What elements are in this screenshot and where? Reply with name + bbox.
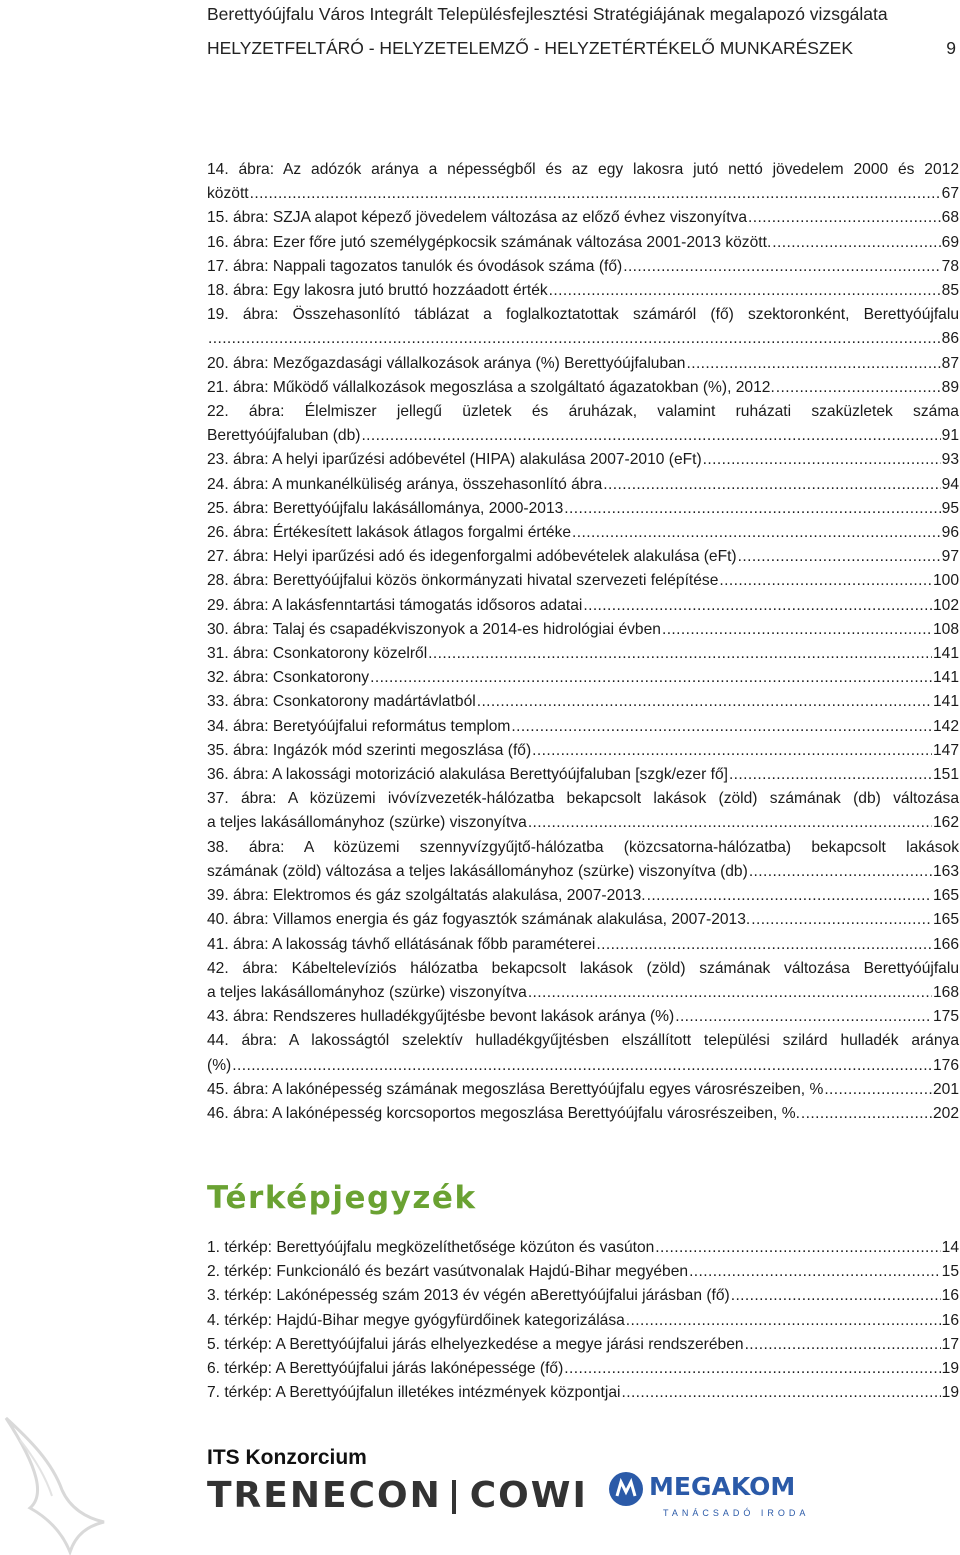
dot-leader xyxy=(623,255,940,279)
toc-entry-title: 31. ábra: Csonkatorony közelről xyxy=(207,645,428,663)
toc-entry-page: 69 xyxy=(941,233,959,251)
toc-entry[interactable] xyxy=(207,957,959,1005)
toc-entry-page: 17 xyxy=(941,1335,959,1353)
toc-entry-title: 27. ábra: Helyi iparűzési adó és idegenforgalmi adóbevételek alakulása (eFt) xyxy=(207,548,737,566)
toc-entry-title: 35. ábra: Ingázók mód szerinti megoszlása (fő) xyxy=(207,741,532,759)
dot-leader xyxy=(731,1284,941,1308)
toc-entry-title: 43. ábra: Rendszeres hulladékgyűjtésbe bevont lakások aránya (%) xyxy=(207,1008,675,1026)
toc-entry[interactable] xyxy=(207,473,959,497)
toc-entry[interactable] xyxy=(207,1381,959,1405)
dot-leader xyxy=(738,545,941,569)
toc-entry[interactable] xyxy=(207,521,959,545)
toc-entry-title: 30. ábra: Talaj és csapadékviszonyok a 2014-es hidrológiai évben xyxy=(207,620,661,638)
toc-entry-title: 24. ábra: A munkanélküliség aránya, összehasonlító ábra xyxy=(207,475,603,493)
toc-entry[interactable] xyxy=(207,352,959,376)
dot-leader xyxy=(662,618,932,642)
toc-entry-first-line: 37. ábra: A közüzemi ivóvízvezeték-hálózatba bekapcsolt lakások (zöld) számának (db) változása xyxy=(207,790,959,808)
toc-entry-page: 16 xyxy=(941,1287,959,1305)
dot-leader xyxy=(745,1333,941,1357)
toc-entry-title: 21. ábra: Működő vállalkozások megoszlása a szolgáltató ágazatokban (%), 2012. xyxy=(207,378,775,396)
toc-entry-page: 141 xyxy=(932,693,959,711)
running-header-section xyxy=(207,38,960,59)
dot-leader xyxy=(564,1357,940,1381)
toc-entry[interactable] xyxy=(207,618,959,642)
toc-entry-page: 91 xyxy=(941,427,959,445)
toc-entry-page: 202 xyxy=(932,1104,959,1122)
toc-entry-title: számának (zöld) változása a teljes lakásállományhoz (szürke) viszonyítva (db) xyxy=(207,862,748,880)
toc-entry[interactable] xyxy=(207,715,959,739)
dot-leader xyxy=(626,1309,941,1333)
toc-entry-title: (%) xyxy=(207,1056,232,1074)
toc-entry-title: 15. ábra: SZJA alapot képező jövedelem változása az előző évhez viszonyítva xyxy=(207,209,748,227)
toc-entry[interactable] xyxy=(207,1005,959,1029)
toc-entry-page: 15 xyxy=(941,1263,959,1281)
toc-entry[interactable] xyxy=(207,666,959,690)
toc-entry[interactable] xyxy=(207,642,959,666)
figure-list xyxy=(207,158,959,1126)
toc-entry[interactable] xyxy=(207,376,959,400)
toc-entry-title: 29. ábra: A lakásfenntartási támogatás idősoros adatai xyxy=(207,596,583,614)
dot-leader xyxy=(689,1260,941,1284)
toc-entry[interactable] xyxy=(207,255,959,279)
toc-entry[interactable] xyxy=(207,206,959,230)
toc-entry[interactable] xyxy=(207,158,959,206)
megakom-subtitle: TANÁCSADÓ IRODA xyxy=(663,1508,810,1518)
dot-leader xyxy=(647,884,932,908)
megakom-logo xyxy=(607,1468,847,1524)
toc-entry-page: 175 xyxy=(932,1008,959,1026)
toc-entry-title: 41. ábra: A lakosság távhő ellátásának főbb paraméterei xyxy=(207,935,596,953)
dot-leader xyxy=(564,497,940,521)
dot-leader xyxy=(428,642,932,666)
toc-entry-page: 100 xyxy=(932,572,959,590)
toc-entry-title: 28. ábra: Berettyóújfalui közös önkormányzati hivatal szervezeti felépítése xyxy=(207,572,719,590)
toc-entry[interactable] xyxy=(207,787,959,835)
toc-entry-first-line: 19. ábra: Összehasonlító táblázat a foglalkoztatottak számáról (fő) szektoronként, Berettyóújfalu xyxy=(207,306,959,324)
dot-leader xyxy=(655,1236,940,1260)
dot-leader xyxy=(583,594,932,618)
dot-leader xyxy=(703,448,941,472)
toc-entry-page: 89 xyxy=(941,378,959,396)
toc-entry-page: 142 xyxy=(932,717,959,735)
toc-entry-first-line: 22. ábra: Élelmiszer jellegű üzletek és áruházak, valamint ruházati szaküzletek száma xyxy=(207,403,959,421)
dot-leader xyxy=(801,1102,932,1126)
toc-entry[interactable] xyxy=(207,1078,959,1102)
toc-entry[interactable] xyxy=(207,303,959,351)
toc-entry-title: a teljes lakásállományhoz (szürke) viszonyítva xyxy=(207,814,527,832)
toc-entry-page: 151 xyxy=(932,766,959,784)
dot-leader xyxy=(370,666,932,690)
toc-entry[interactable] xyxy=(207,836,959,884)
toc-entry[interactable] xyxy=(207,884,959,908)
toc-entry-title: 4. térkép: Hajdú-Bihar megye gyógyfürdőinek kategorizálása xyxy=(207,1311,625,1329)
dot-leader xyxy=(250,182,941,206)
toc-entry-page: 93 xyxy=(941,451,959,469)
toc-entry-page: 95 xyxy=(941,499,959,517)
dot-leader xyxy=(596,933,932,957)
toc-entry-page: 19 xyxy=(941,1384,959,1402)
toc-entry-title: 20. ábra: Mezőgazdasági vállalkozások aránya (%) Berettyóújfaluban xyxy=(207,354,686,372)
toc-entry-title: 34. ábra: Beretyóújfalui református templom xyxy=(207,717,511,735)
toc-entry-title: 46. ábra: A lakónépesség korcsoportos megoszlása Berettyóújfalu városrészeiben, %. xyxy=(207,1104,800,1122)
dot-leader xyxy=(686,352,940,376)
toc-entry[interactable] xyxy=(207,1029,959,1077)
toc-entry-page: 97 xyxy=(941,548,959,566)
toc-entry-title: 5. térkép: A Berettyóújfalui járás elhelyezkedése a megye járási rendszerében xyxy=(207,1335,744,1353)
dot-leader xyxy=(675,1005,932,1029)
toc-entry-page: 87 xyxy=(941,354,959,372)
map-list-heading: Térképjegyzék xyxy=(207,1180,477,1216)
toc-entry-page: 166 xyxy=(932,935,959,953)
toc-entry-title: Berettyóújfaluban (db) xyxy=(207,427,361,445)
toc-entry[interactable] xyxy=(207,497,959,521)
toc-entry-first-line: 38. ábra: A közüzemi szennyvízgyűjtő-hálózatba (közcsatorna-hálózatba) bekapcsolt lakások xyxy=(207,838,959,856)
toc-entry[interactable] xyxy=(207,545,959,569)
toc-entry-page: 163 xyxy=(932,862,959,880)
toc-entry-page: 141 xyxy=(932,645,959,663)
dot-leader xyxy=(549,279,941,303)
toc-entry-page: 108 xyxy=(932,620,959,638)
toc-entry-page: 68 xyxy=(941,209,959,227)
toc-entry[interactable] xyxy=(207,569,959,593)
toc-entry[interactable] xyxy=(207,1333,959,1357)
toc-entry[interactable] xyxy=(207,1102,959,1126)
dot-leader xyxy=(511,715,932,739)
bird-watermark-icon xyxy=(0,1400,110,1555)
toc-entry-title: 2. térkép: Funkcionáló és bezárt vasútvonalak Hajdú-Bihar megyében xyxy=(207,1263,689,1281)
toc-entry-title: 6. térkép: A Berettyóújfalui járás lakónépessége (fő) xyxy=(207,1360,564,1378)
toc-entry-page: 85 xyxy=(941,282,959,300)
toc-entry-page: 147 xyxy=(932,741,959,759)
toc-entry-title: 39. ábra: Elektromos és gáz szolgáltatás alakulása, 2007-2013. xyxy=(207,887,646,905)
toc-entry-page: 96 xyxy=(941,524,959,542)
cowi-logo: COWI xyxy=(469,1475,588,1516)
toc-entry[interactable] xyxy=(207,231,959,255)
map-list xyxy=(207,1236,959,1405)
toc-entry-page: 201 xyxy=(932,1080,959,1098)
toc-entry-title: 36. ábra: A lakossági motorizáció alakulása Berettyóújfaluban [szgk/ezer fő] xyxy=(207,766,728,784)
toc-entry-page: 19 xyxy=(941,1360,959,1378)
toc-entry-page: 102 xyxy=(932,596,959,614)
toc-entry-title: 17. ábra: Nappali tagozatos tanulók és óvodások száma (fő) xyxy=(207,257,623,275)
toc-entry-title: 1. térkép: Berettyóújfalu megközelíthetősége közúton és vasúton xyxy=(207,1239,655,1256)
toc-entry-title: között xyxy=(207,185,249,203)
megakom-name: MEGAKOM xyxy=(649,1472,796,1501)
toc-entry[interactable] xyxy=(207,933,959,957)
dot-leader xyxy=(528,981,932,1005)
toc-entry[interactable] xyxy=(207,739,959,763)
running-header-title: Berettyóújfalu Város Integrált Településfejlesztési Stratégiájának megalapozó vizsgálata xyxy=(207,4,888,24)
page-number: 9 xyxy=(946,38,956,58)
dot-leader xyxy=(572,521,941,545)
dot-leader xyxy=(751,908,932,932)
dot-leader xyxy=(729,763,932,787)
dot-leader xyxy=(528,811,932,835)
toc-entry[interactable] xyxy=(207,448,959,472)
toc-entry-title: 32. ábra: Csonkatorony xyxy=(207,669,370,687)
toc-entry[interactable] xyxy=(207,1260,959,1284)
dot-leader xyxy=(603,473,940,497)
toc-entry-page: 176 xyxy=(932,1056,959,1074)
toc-entry[interactable] xyxy=(207,1284,959,1308)
dot-leader xyxy=(776,376,941,400)
toc-entry-title: 33. ábra: Csonkatorony madártávlatból xyxy=(207,693,476,711)
toc-entry-page: 86 xyxy=(941,330,959,348)
toc-entry-page: 16 xyxy=(941,1311,959,1329)
toc-entry-page: 165 xyxy=(932,887,959,905)
dot-leader xyxy=(208,327,941,351)
dot-leader xyxy=(361,424,940,448)
toc-entry-first-line: 42. ábra: Kábeltelevíziós hálózatba bekapcsolt lakások (zöld) számának változása Berettyóújfalu xyxy=(207,959,959,977)
dot-leader xyxy=(532,739,932,763)
toc-entry[interactable] xyxy=(207,1357,959,1381)
dot-leader xyxy=(749,860,932,884)
toc-entry-page: 165 xyxy=(932,911,959,929)
toc-entry-page: 94 xyxy=(941,475,959,493)
toc-entry-page: 14 xyxy=(941,1239,959,1256)
dot-leader xyxy=(748,206,941,230)
toc-entry[interactable] xyxy=(207,908,959,932)
toc-entry-title: a teljes lakásállományhoz (szürke) viszonyítva xyxy=(207,983,527,1001)
dot-leader xyxy=(772,231,940,255)
megakom-emblem-icon xyxy=(607,1470,645,1508)
consortium-label: ITS Konzorcium xyxy=(207,1446,367,1469)
toc-entry-title: 25. ábra: Berettyóújfalu lakásállománya, 2000-2013 xyxy=(207,499,564,517)
dot-leader xyxy=(232,1054,932,1078)
toc-entry-page: 162 xyxy=(932,814,959,832)
consortium-footer xyxy=(207,1446,810,1546)
dot-leader xyxy=(824,1078,932,1102)
toc-entry[interactable] xyxy=(207,594,959,618)
toc-entry-page: 78 xyxy=(941,257,959,275)
trenecon-logo: TRENECON xyxy=(207,1475,442,1516)
toc-entry[interactable] xyxy=(207,1236,959,1260)
dot-leader xyxy=(621,1381,940,1405)
toc-entry-title: 23. ábra: A helyi iparűzési adóbevétel (HIPA) alakulása 2007-2010 (eFt) xyxy=(207,451,702,469)
toc-entry[interactable] xyxy=(207,400,959,448)
toc-entry-first-line: 14. ábra: Az adózók aránya a népességből és az egy lakosra jutó nettó jövedelem 2000 és 2012 xyxy=(207,161,959,178)
toc-entry-title: 40. ábra: Villamos energia és gáz fogyasztók számának alakulása, 2007-2013. xyxy=(207,911,751,929)
toc-entry-title: 16. ábra: Ezer főre jutó személygépkocsik számának változása 2001-2013 között. xyxy=(207,233,772,251)
toc-entry-page: 168 xyxy=(932,983,959,1001)
toc-entry-title: 7. térkép: A Berettyóújfalun illetékes intézmények központjai xyxy=(207,1384,621,1402)
toc-entry[interactable] xyxy=(207,279,959,303)
dot-leader xyxy=(477,690,932,714)
toc-entry[interactable] xyxy=(207,1309,959,1333)
toc-entry[interactable] xyxy=(207,763,959,787)
toc-entry-page: 141 xyxy=(932,669,959,687)
toc-entry-title: 45. ábra: A lakónépesség számának megoszlása Berettyóújfalu egyes városrészeiben, % xyxy=(207,1080,824,1098)
toc-entry-page: 67 xyxy=(941,185,959,203)
toc-entry-first-line: 44. ábra: A lakosságtól szelektív hulladékgyűjtésben elszállított települési szilárd hulladék aránya xyxy=(207,1032,959,1050)
toc-entry[interactable] xyxy=(207,690,959,714)
toc-entry-title: 18. ábra: Egy lakosra jutó bruttó hozzáadott érték xyxy=(207,282,548,300)
toc-entry-title: 26. ábra: Értékesített lakások átlagos forgalmi értéke xyxy=(207,524,572,542)
toc-entry-title: 3. térkép: Lakónépesség szám 2013 év végén aBerettyóújfalui járásban (fő) xyxy=(207,1287,730,1305)
dot-leader xyxy=(719,569,932,593)
partner-logos xyxy=(207,1474,588,1518)
running-header-section-label: HELYZETFELTÁRÓ - HELYZETELEMZŐ - HELYZETÉRTÉKELŐ MUNKARÉSZEK xyxy=(207,38,853,58)
